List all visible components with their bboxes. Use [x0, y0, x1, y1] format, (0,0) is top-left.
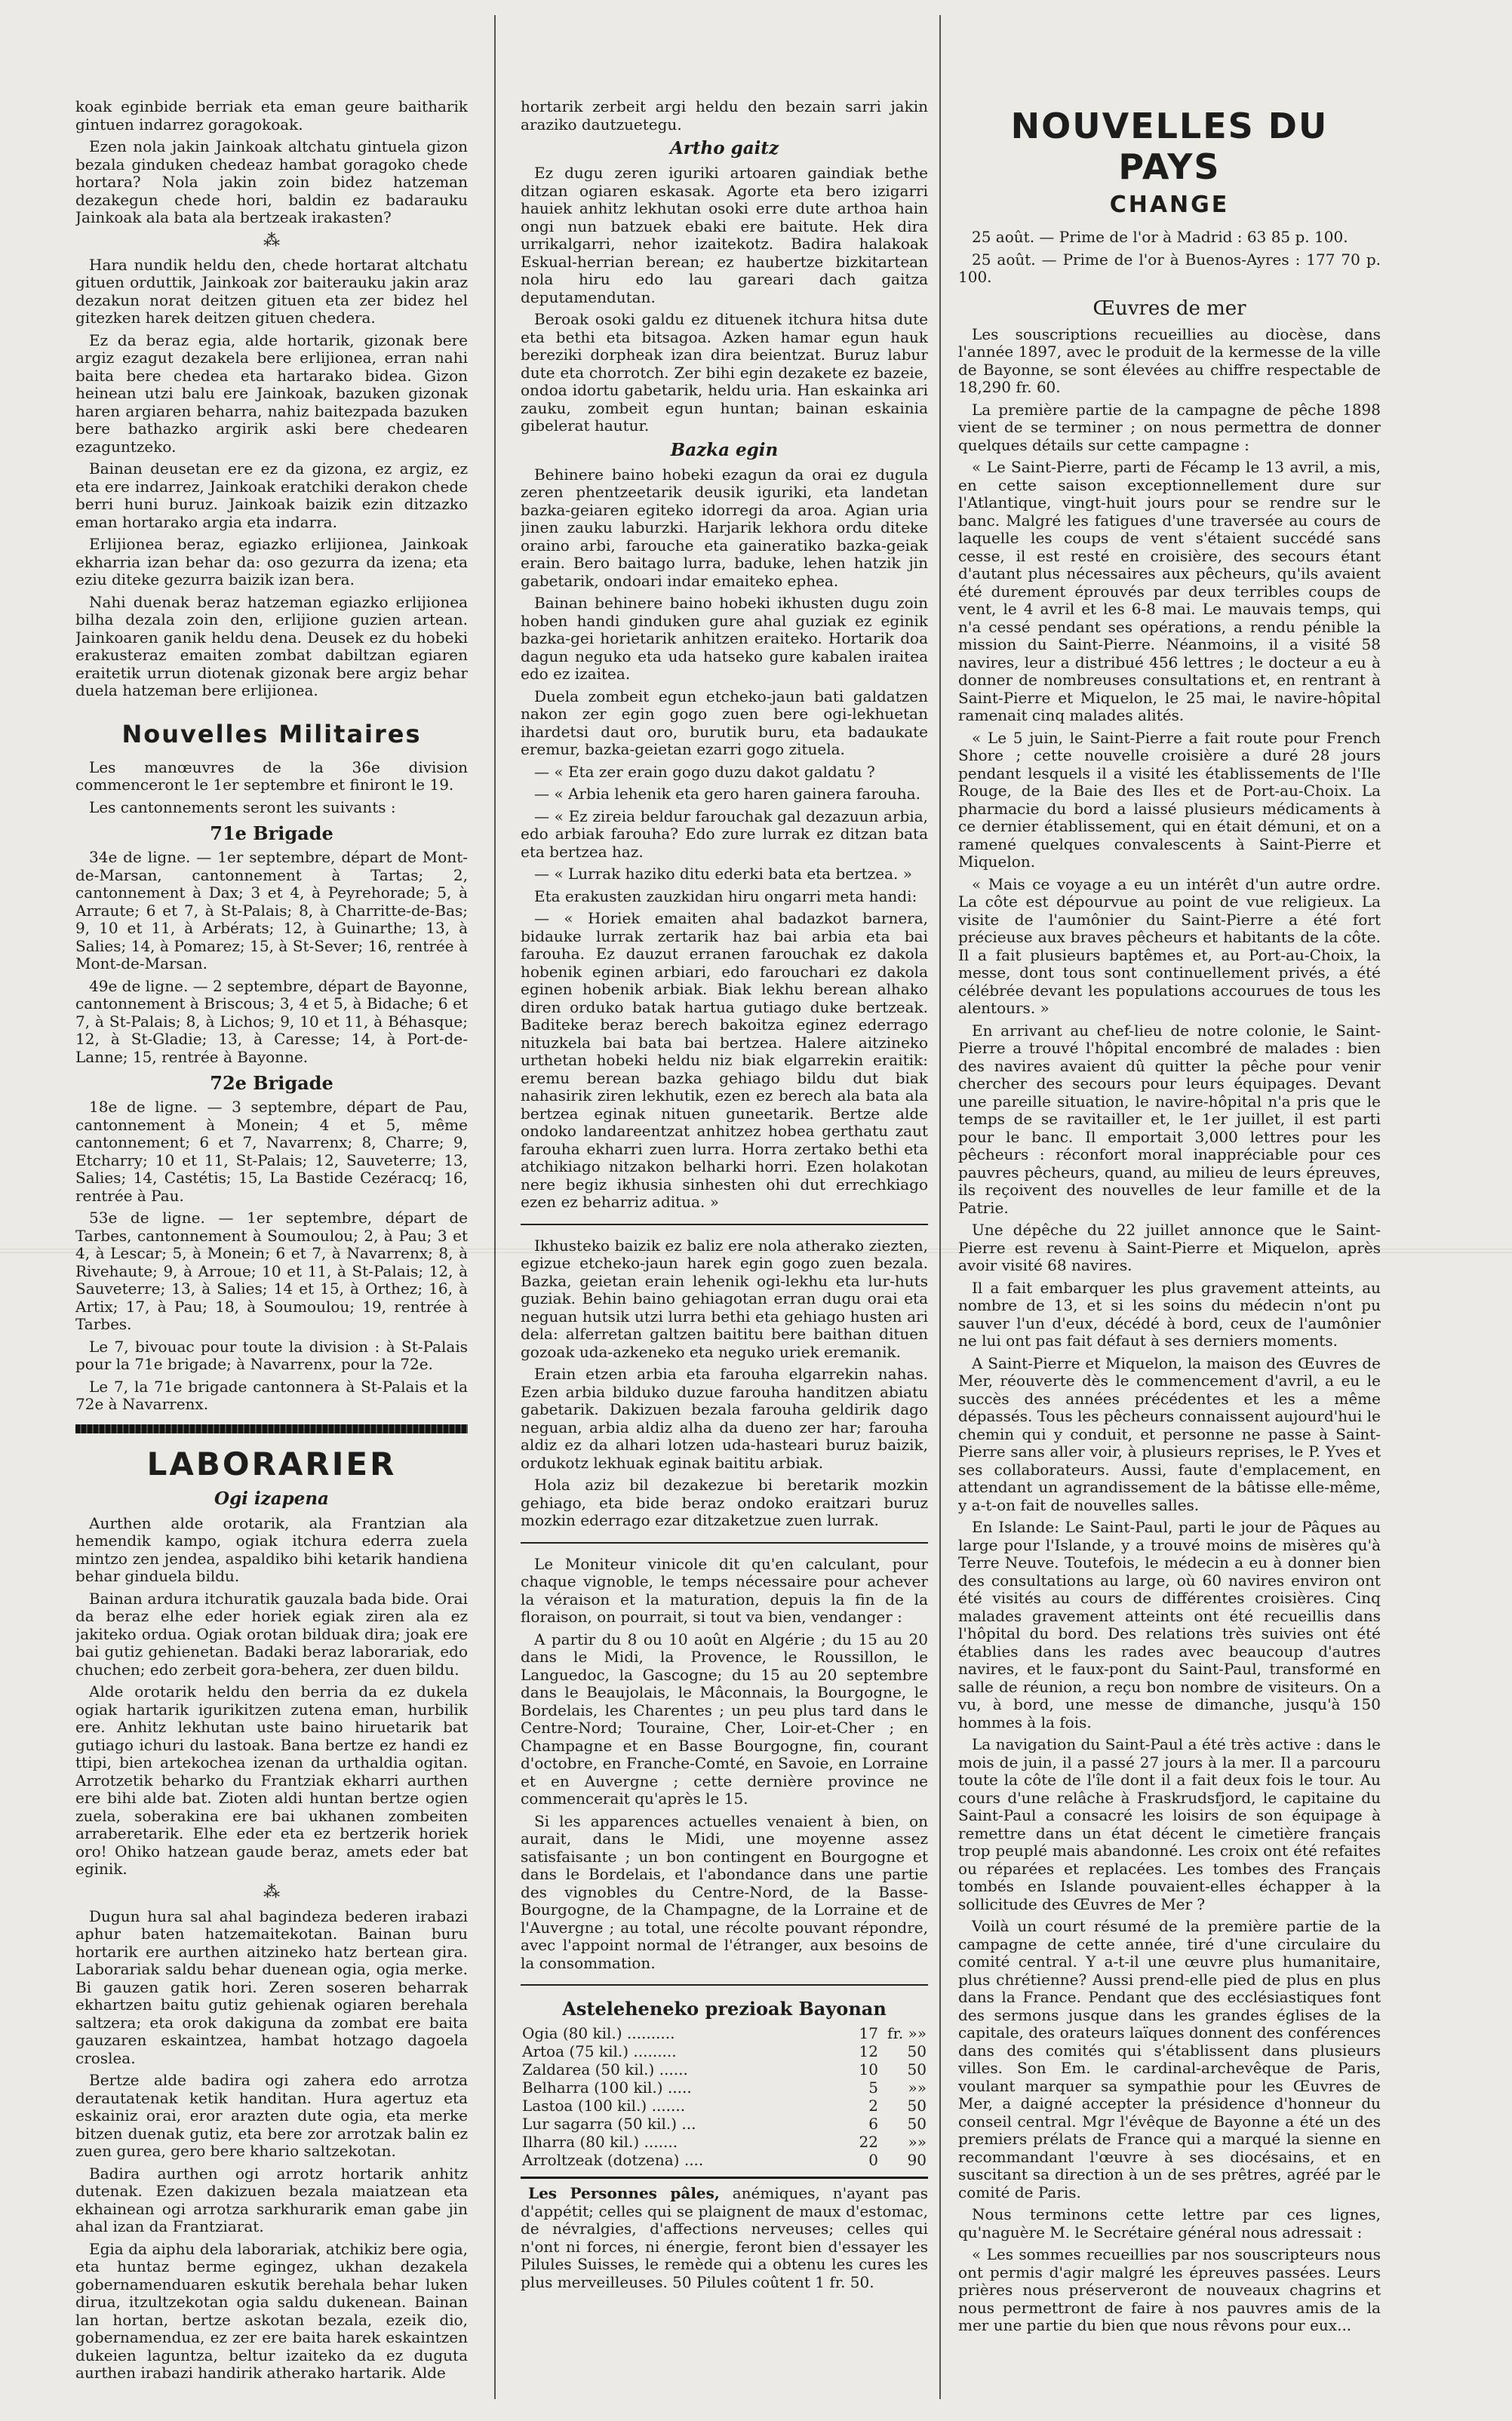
subheading-71-brigade: 71e Brigade	[210, 822, 333, 844]
price-value: 17	[859, 2024, 878, 2042]
table-row	[521, 2115, 928, 2133]
table-row	[521, 2042, 928, 2060]
section-title-military: Nouvelles Militaires	[121, 719, 422, 748]
article-paragraph: Une dépêche du 22 juillet annonce que le Saint-Pierre est revenu à Saint-Pierre et Miquelon, après avoir visité 68 navires.	[958, 1221, 1381, 1274]
article-paragraph: Si les apparences actuelles venaient à bien, on aurait, dans le Midi, une moyenne assez satisfaisante ; un bon contingent en Bourgogne et dans le Bordelais, et l'abondance dans une partie des vignobles du Centre-Nord, de la Basse-Bourgogne, de la Champagne, de la Lorraine et de l'Auvergne ; au total, une récolte pouvant répondre, avec l'appoint normal de l'étranger, aux besoins de la consommation.	[521, 1811, 928, 1972]
article-paragraph: Erain etzen arbia eta farouha elgarrekin nahas. Ezen arbia bilduko duzue farouha handitzen abiatu gabetarik. Dakizuen bezala farouha geldirik dago neguan, arbia aldiz alha da dueno zer har; farouha aldiz ez da alhari lotzen uda-hasteari buruz baizik, ordukotz lekhuak eginak baititu arbiak.	[521, 1365, 928, 1472]
article-paragraph: Duela zombeit egun etcheko-jaun bati galdatzen nakon zer egin gogo zuen bere ogi-lekhuetan ihardetsi daut oro, burutik buru, eta badaukate eremur, bazka-geietan ezarri gogo zituela.	[521, 687, 928, 758]
price-value: 10	[859, 2060, 878, 2078]
article-paragraph: Behinere baino hobeki ezagun da orai ez dugula zeren phentzeetarik deusik iguriki, eta landetan bazka-geiaren egiteko idorregi da aroa. Agian uria jinen zauku laburzki. Harjarik lekhora ordu diteke oraino arbi, farouche eta gaineratiko bazka-geiak erain. Bero baitago lurra, baduke, lehen hatzik jin gabetarik, ondoari indar emaiteko ephea.	[521, 465, 928, 590]
article-paragraph: Eta erakusten zauzkidan hiru ongarri meta handi:	[534, 886, 917, 905]
section-asterisks: ⁂	[263, 1882, 280, 1902]
article-paragraph: 49e de ligne. — 2 septembre, départ de Bayonne, cantonnement à Briscous; 3, 4 et 5, à Bidache; 6 et 7, à St-Palais; 8, à Lichos; 9, 10 et 11, à Béhasque; 12, à St-Gladie; 13, à Caresse; 14, à Port-de-Lanne; 15, rentrée à Bayonne.	[75, 976, 468, 1066]
article-paragraph: Les souscriptions recueillies au diocèse, dans l'année 1897, avec le produit de la kermesse de la ville de Bayonne, se sont élevées au chiffre respectable de 18,290 fr. 60.	[958, 324, 1381, 396]
prices-title: Asteleheneko prezioak Bayonan	[562, 1998, 887, 2020]
divider	[521, 1542, 928, 1544]
price-cents: »»	[908, 2133, 927, 2151]
article-paragraph: « Mais ce voyage a eu un intérêt d'un autre ordre. La côte est dépourvue au point de vue religieux. La visite de l'aumônier du Saint-Pierre a été fort précieuse aux braves pêcheurs et habitants de la côte. Il a fait plusieurs baptêmes et, au Port-au-Choix, la messe, dont tous sont continuellement privés, a été célébrée devant les populations accourues de tous les alentours. »	[958, 874, 1381, 1017]
article-paragraph: Les manœuvres de la 36e division commenceront le 1er septembre et finiront le 19.	[75, 757, 468, 794]
table-row	[521, 2024, 928, 2042]
column-rule	[494, 15, 496, 2399]
price-cents: »»	[908, 2078, 927, 2097]
article-paragraph: « Le 5 juin, le Saint-Pierre a fait route pour French Shore ; cette nouvelle croisière a duré 28 jours pendant lesquels il a visité les établissements de l'Ile Rouge, de la Baie des Iles et de Port-au-Choix. La pharmacie du bord a laissé plusieurs médicaments à ce dernier établissement, qui en était démuni, et on a ramené quelques convalescents à Saint-Pierre et Miquelon.	[958, 728, 1381, 871]
table-row	[521, 2060, 928, 2078]
price-cents: 50	[907, 2097, 927, 2115]
table-row	[521, 2097, 928, 2115]
price-item: Belharra (100 kil.) .....	[522, 2078, 692, 2097]
article-paragraph: « Le Saint-Pierre, parti de Fécamp le 13 avril, a mis, en cette saison exceptionnellement dure sur l'Atlantique, vingt-huit jours pour se rendre sur le banc. Malgré les fatigues d'une traversée au cours de laquelle les coups de vent s'étaient succédé sans cesse, il est resté en croisière, des secours étant d'autant plus nécessaires aux pêcheurs, qu'ils avaient été durement éprouvés par deux terribles coups de vent, le 4 avril et les 6-8 mai. Le mauvais temps, qui n'a cessé pendant ses opérations, a rendu pénible la mission du Saint-Pierre. Néanmoins, il a visité 58 navires, leur a distribué 456 lettres ; le docteur a eu à donner de nombreuses consultations et, en rentrant à Saint-Pierre et Miquelon, le 25 mai, le navire-hôpital ramenait cinq malades alités.	[958, 458, 1381, 724]
price-value: 2	[868, 2097, 878, 2115]
article-subtitle: Artho gaitz	[669, 138, 779, 158]
ad-lead: Les Personnes pâles,	[528, 2184, 720, 2202]
article-subtitle: Bazka egin	[670, 439, 779, 460]
column-rule	[939, 15, 941, 2399]
divider	[521, 1224, 928, 1225]
column-middle	[521, 98, 928, 2392]
article-paragraph: Le 7, la 71e brigade cantonnera à St-Palais et la 72e à Navarrenx.	[75, 1377, 468, 1413]
article-paragraph: koak eginbide berriak eta eman geure baitharik gintuen indarrez goragokoak.	[75, 98, 468, 134]
article-paragraph: — « Lurrak haziko ditu ederki bata eta bertzea. »	[534, 865, 912, 883]
price-item: Artoa (75 kil.) .........	[522, 2042, 677, 2060]
price-item: Lur sagarra (50 kil.) ...	[522, 2115, 696, 2133]
price-value: 22	[859, 2133, 878, 2151]
advertisement	[521, 2177, 928, 2291]
subheading-72-brigade: 72e Brigade	[210, 1072, 333, 1094]
price-item: Ogia (80 kil.) ..........	[522, 2024, 675, 2042]
article-paragraph: A partir du 8 ou 10 août en Algérie ; du 15 au 20 dans le Midi, la Provence, le Roussillon, le Languedoc, la Gascogne; du 15 au 20 septembre dans le Beaujolais, le Mâconnais, la Bourgogne, le Bordelais, les Charentes ; un peu plus tard dans le Centre-Nord; Touraine, Cher, Loir-et-Cher ; en Champagne et en Basse Bourgogne, fin, courant d'octobre, en Franche-Comté, en Savoie, en Lorraine et en Auvergne ; cette dernière province ne commencerait qu'après le 15.	[521, 1630, 928, 1808]
article-paragraph: Nous terminons cette lettre par ces lignes, qu'naguère M. le Secrétaire général nous adressait :	[958, 2205, 1381, 2241]
subheading-change: CHANGE	[1109, 192, 1230, 218]
price-value: 12	[859, 2042, 878, 2060]
article-paragraph: Dugun hura sal ahal bagindeza bederen irabazi aphur baten hatzemaitekotan. Bainan buru hortarik ere aurthen aitzineko hatz bertean gira. Laborariak saldu behar duenean ogia, ogia merke. Bi gauzen gatik hori. Zeren soseren beharrak ekhartzen baitu gutiz gehienak ogiaren berehala saltzera; eta orok dakiguna da zombat ere baita gauzaren eskaintzea, hambat hotzago dagoela croslea.	[75, 1906, 468, 2067]
article-paragraph: 18e de ligne. — 3 septembre, départ de Pau, cantonnement à Monein; 4 et 5, même cantonnement; 6 et 7, Navarrenx; 8, Charre; 9, Etcharry; 10 et 11, St-Palais; 12, Sauveterre; 13, Salies; 14, Castétis; 15, La Bastide Cezéracq; 16, rentrée à Pau.	[75, 1098, 468, 1205]
price-value: 5	[868, 2078, 878, 2097]
article-paragraph: Beroak osoki galdu ez dituenek itchura hitsa dute eta bethi eta bitsagoa. Azken hamar egun hauk bereziki dorpheak izan dira beientzat. Buruz labur dute eta chorrotch. Zer bihi egin dezakete ez bazeie, ondoa idortu gabetarik, heldu uria. Han eskainka ari zauku, zombeit egun huntan; bainan eskainia gibelerat hautur.	[521, 310, 928, 435]
article-paragraph: Bainan deusetan ere ez da gizona, ez argiz, ez eta ere indarrez, Jainkoak eratchiki derakon chede berri huni buruz. Jainkoak baizik ezin ditzazko eman hortarako argia eta indarra.	[75, 459, 468, 531]
article-paragraph: Badira aurthen ogi arrotz hortarik anhitz dutenak. Ezen dakizuen bezala maiatzean eta ekhainean ogi arrotza sarkhurarik eman gabe jin ahal izan da Frantziarat.	[75, 2164, 468, 2235]
price-cents: 90	[907, 2151, 927, 2169]
article-paragraph: 53e de ligne. — 1er septembre, départ de Tarbes, cantonnement à Soumoulou; 2, à Pau; 3 et 4, à Lescar; 5, à Monein; 6 et 7, à Navarrenx; 8, à Rivehaute; 9, à Arroue; 10 et 11, à St-Palais; 12, à Sauveterre; 13, à Salies; 14 et 15, à Orthez; 16, à Artix; 17, à Pau; 18, à Soumoulou; 19, rentrée à Tarbes.	[75, 1209, 468, 1333]
article-paragraph: Ez dugu zeren iguriki artoaren gaindiak bethe ditzan ogiaren eskasak. Agorte eta bero izigarri hauiek anhitz lekhutan osoki erre dute arthoa hain ongi nun batzuek ebaki ere baitute. Hek dira urrikalgarri, nehor izaitekotz. Badira halakoak Eskual-herrian berean; ez haubertze bizkitartean nola hiru edo lau gareari dach gaitza deputamendutan.	[521, 164, 928, 306]
article-paragraph: Erlijionea beraz, egiazko erlijionea, Jainkoak ekharria izan behar da: oso gezurra da izena; eta eziu diteke gezurra baizik izan bera.	[75, 535, 468, 588]
article-paragraph: — « Eta zer erain gogo duzu dakot galdatu ?	[534, 762, 875, 781]
article-paragraph: 34e de ligne. — 1er septembre, départ de Mont-de-Marsan, cantonnement à Tartas; 2, cantonnement à Dax; 3 et 4, à Peyrehorade; 5, à Arraute; 6 et 7, à St-Palais; 8, à Charritte-de-Bas; 9, 10 et 11, à Arbérats; 12, à Guinarthe; 13, à Salies; 14, à Pomarez; 15, à St-Sever; 16, rentrée à Mont-de-Marsan.	[75, 848, 468, 972]
article-paragraph: 25 août. — Prime de l'or à Madrid : 63 85 p. 100.	[972, 228, 1348, 246]
price-cents: 50	[907, 2060, 927, 2078]
article-paragraph: Voilà un court résumé de la première partie de la campagne de cette année, tiré d'une circulaire du comité central. Y a-t-il une œuvre plus humanitaire, plus chrétienne? Aussi prend-elle pied de plus en plus dans la France. Pendant que des ecclésiastiques font des sermons jusque dans les grandes églises de la capitale, des orateurs laïques donnent des conférences dans des comités qui s'établissent dans plusieurs villes. Son Em. le cardinal-archevêque de Paris, voulant marquer sa sympathie pour les Œuvres de Mer, a daigné accepter la présidence d'honneur du conseil central. Mgr l'évêque de Bayonne a été un des premiers prélats de France qui a marqué la sienne en recommandant l'œuvre à ses diocésains, et en suscitant sa direction à un de ses prêtres, agréé par le comité de Paris.	[958, 1917, 1381, 2201]
article-paragraph: Aurthen alde orotarik, ala Frantzian ala hemendik kampo, ogiak itchura ederra zuela mintzo zen jendea, aspaldiko bihi ketarik handiena behar ginduela bildu.	[75, 1513, 468, 1585]
table-row	[521, 2078, 928, 2097]
article-paragraph: Bainan behinere baino hobeki ikhusten dugu zoin hoben handi ginduken gure ahal guziak ez eginik bazka-gei horietarik anhitzen eraiteko. Hortarik doa dagun neguko eta uda hatseko gure kabalen iraitea edo ez izaitea.	[521, 594, 928, 683]
article-paragraph: La première partie de la campagne de pêche 1898 vient de se terminer ; on nous permettra de donner quelques détails sur cette campagne :	[958, 400, 1381, 454]
article-paragraph: Alde orotarik heldu den berria da ez dukela ogiak hartarik igurikitzen zutena eman, hurbilik ere. Anhitz lekhutan uste baino hiruetarik bat gutiago ichuri du lastoak. Bana bertze ez handi ez ttipi, bien artekochea izenan da urthaldia ogitan. Arrotzetik beharko du Frantziak ekharri aurthen ere bihi alde bat. Zioten aldi huntan bertze ogien zuela, soberakina ere bai ukhanen zombeiten arraberetarik. Elhe eder eta ez bertzerik horiek oro! Ohiko hatzean gaude beraz, amets eder bat eginik.	[75, 1682, 468, 1878]
heavy-divider	[75, 1424, 468, 1433]
article-paragraph: — « Horiek emaiten ahal badazkot barnera, bidauke lurrak zertarik haz bai arbia eta bai farouha. Ez dauzut erranen farouchak ez dakola hobenik eginen arbiari, edo farouchari ez dakola eginen hobenik arbiak. Biak lekhu berean alhako diren orduko batak hartua gutiago duke bertzeak. Baditeke beraz berech bakoitza eginez ederrago nituzkela bai bata bai bertzea. Halere aitzineko urthetan hobeki heldu niz biak elgarrekin eraitik: eremu berean bazka gehiago bildu dut biak nahasirik ziren lekhutik, ezen ez berech ala bata ala bertzea eginak nituen guneetarik. Bertze alde ondoko landareentzat anhitzez hobea gerthatu zaut farouha ekharri zuen lurra. Horra zertako bethi eta atchikiago nitzakon belharki horri. Ezen holakotan nere begiz ikhusia sinhesten ohi dut errechkiago ezen ez beharriz aditua. »	[521, 909, 928, 1211]
table-row	[521, 2133, 928, 2151]
price-value: 6	[868, 2115, 878, 2133]
column-right	[958, 106, 1381, 2399]
price-table	[521, 2024, 928, 2169]
article-paragraph: Ez da beraz egia, alde hortarik, gizonak bere argiz ezagut dezakela bere erlijionea, erran nahi baita bere chedea eta hartarako bidea. Gizon heinean utzi balu ere Jainkoak, bazuken gizonak haren argiaren beharra, nahiz baitezpada bazuken bere bathazko argirik aski bere chedearen ezaguntzeko.	[75, 330, 468, 456]
article-paragraph: En arrivant au chef-lieu de notre colonie, le Saint-Pierre a trouvé l'hôpital encombré de malades : bien des navires avaient dû quitter la pêche pour venir chercher des secours pour leurs équipages. Devant une pareille situation, le navire-hôpital n'a pris que le temps de se ravitailler et, le 1er juillet, il est parti pour le banc. Il emportait 3,000 lettres pour les pêcheurs : réconfort moral inappréciable pour ces pauvres pêcheurs, quand, au milieu de leurs épreuves, ils reçoivent des nouvelles de leur famille et de la Patrie.	[958, 1021, 1381, 1217]
price-item: Arroltzeak (dotzena) ....	[522, 2151, 704, 2169]
section-title-laborarier: LABORARIER	[146, 1445, 397, 1482]
article-paragraph: Les cantonnements seront les suivants :	[89, 797, 396, 816]
article-paragraph: En Islande: Le Saint-Paul, parti le jour de Pâques au large pour l'Islande, y a trouvé moins de misères qu'à Terre Neuve. Toutefois, le médecin a eu à donner bien des consultations au large, où 60 navires environ ont été visités au cours de différentes croisières. Cinq malades gravement atteints ont été recueillis dans l'hôpital du bord. Des relations très suivies ont été établies dans les rades avec beaucoup d'autres navires, et le faux-pont du Saint-Paul, transformé en salle de réunion, a reçu bon nombre de visiteurs. On a vu, à bord, une messe de dimanche, jusqu'à 150 hommes à la fois.	[958, 1518, 1381, 1731]
price-cents: 50	[907, 2115, 927, 2133]
article-paragraph: hortarik zerbeit argi heldu den bezain sarri jakin araziko dautzuetegu.	[521, 98, 928, 134]
article-paragraph: A Saint-Pierre et Miquelon, la maison des Œuvres de Mer, réouverte dès le commencement d'avril, a eu le succès des années précédentes et les a même dépassés. Tous les pêcheurs connaissent aujourd'hui le chemin qui y conduit, et personne ne passe à Saint-Pierre sans aller voir, à plusieurs reprises, le P. Yves et ses collaborateurs. Aussi, faute d'emplacement, en attendant un agrandissement de la bâtisse elle-même, y a-t-on fait de nouvelles salles.	[958, 1353, 1381, 1514]
subheading-oeuvres-de-mer: Œuvres de mer	[1093, 296, 1246, 320]
article-paragraph: — « Ez zireia beldur farouchak gal dezazuun arbia, edo arbiak farouha? Edo zure lurrak ez ditzan bata eta bertzea haz.	[521, 806, 928, 861]
table-row	[521, 2151, 928, 2169]
article-paragraph: Ezen nola jakin Jainkoak altchatu gintuela gizon bezala ginduken chedeaz hambat goragoko chede hortara? Nola jakin zoin bidez hatzeman dezakegun chede hori, baldin ez badarauku Jainkoak ala bata ala bertzeak irakasten?	[75, 137, 468, 226]
article-paragraph: Bertze alde badira ogi zahera edo arrotza derautatenak ketik handitan. Hura agertuz eta eskainiz orai, eror arazten dute ogia, eta merke bitzen duenak gutiz, eta bere zor arrotzak balin ez zuen gurea, gero bere khario saltzekotan.	[75, 2071, 468, 2160]
article-paragraph: Il a fait embarquer les plus gravement atteints, au nombre de 13, et si les soins du médecin n'ont pu sauver l'un d'eux, décédé à bord, ceux de l'aumônier ne lui ont pas fait défaut à ses derniers moments.	[958, 1278, 1381, 1350]
article-paragraph: « Les sommes recueillies par nos souscripteurs nous ont permis d'agir malgré les épreuves passées. Leurs prières nous préserveront de nouveaux chagrins et nous permettront de faire à nos pauvres amis de la mer une partie du bien que nous rêvons pour eux...	[958, 2245, 1381, 2334]
article-paragraph: Ikhusteko baizik ez baliz ere nola atherako ziezten, egizue etcheko-jaun harek egin gogo zuen bezala. Bazka, geietan erain lehenik ogi-lekhu eta lur-huts guziak. Behin baino gehiagotan erran dugu orai eta neguan hutsik utzi lurra bethi eta gehiago husten ari dela: alferretan galtzen baititu bere baithan dituen gozoak uda-azkeneko eta neguko uriek eremanik.	[521, 1236, 928, 1361]
ad-body: anémiques, n'ayant pas d'appétit; celles qui se plaignent de maux d'estomac, de névralgies, d'affections nerveuses; celles qui n'ont ni forces, ni énergie, feront bien d'essayer les Pilules Suisses, le remède qui a obtenu les cures les plus merveilleuses. 50 Pilules coûtent 1 fr. 50.	[521, 2184, 928, 2291]
article-subtitle: Ogi izapena	[214, 1488, 329, 1509]
price-item: Lastoa (100 kil.) .......	[522, 2097, 686, 2115]
price-item: Zaldarea (50 kil.) ......	[522, 2060, 688, 2078]
price-value: 0	[868, 2151, 878, 2169]
article-paragraph: Hola aziz bil dezakezue bi beretarik mozkin gehiago, eta bide beraz ondoko eraitzari buruz mozkin ederrago ezar ditzaketzue zuen lurrak.	[521, 1476, 928, 1529]
article-paragraph: Hara nundik heldu den, chede hortarat altchatu gituen orduttik, Jainkoak zor baiterauku jakin araz dezakun norat deitzen gituen eta zer bidez hel gitezken harek deitzen gituen chedera.	[75, 255, 468, 327]
price-item: Ilharra (80 kil.) .......	[522, 2133, 678, 2151]
article-paragraph: Bainan ardura itchuratik gauzala bada bide. Orai da beraz elhe eder horiek egiak ziren ala ez jakiteko ordua. Ogiak orotan bilduak dira; joak ere bai gutiz gehienetan. Badaki beraz laborariak, edo chuchen; edo zerbeit gora-behera, zer duen bildu.	[75, 1589, 468, 1679]
article-paragraph: — « Arbia lehenik eta gero haren gainera farouha.	[534, 785, 920, 803]
article-paragraph: 25 août. — Prime de l'or à Buenos-Ayres : 177 70 p. 100.	[958, 250, 1381, 286]
article-paragraph: Egia da aiphu dela laborariak, atchikiz bere ogia, eta huntaz berme egingez, ukhan dezakela gobernamenduaren eskutik berehala behar luken dirua, itzultzekotan ogia saldu dukenean. Bainan lan hortan, bertze askotan bezala, ezeik dio, gobernamendua, ez zer ere baita harek eskaintzen dukeien laguntza, beltur izaiteko da ez duguta aurthen irabazi handirik atherako hartarik. Alde	[75, 2239, 468, 2382]
section-asterisks: ⁂	[263, 231, 280, 250]
column-left	[75, 98, 468, 2392]
article-paragraph: La navigation du Saint-Paul a été très active : dans le mois de juin, il a passé 27 jours à la mer. Il a parcouru toute la côte de l'île dont il a fait deux fois le tour. Au cours d'une relâche à Fraskrudsfjord, le capitaine du Saint-Paul a consacré les loisirs de son équipage à remettre dans un état décent le cimetière français trop peuplé mais abandonné. Les croix ont été refaites ou réparées et replacées. Les tombes des Français tombés en Islande pouvaient-elles échapper à la sollicitude des Œuvres de Mer ?	[958, 1735, 1381, 1913]
article-paragraph: Nahi duenak beraz hatzeman egiazko erlijionea bilha dezala zoin den, erlijione guzien artean. Jainkoaren ganik heldu dena. Deusek ez du hobeki erakusteraz emaiten zombat dabiltzan egiaren eraitetik urrun diotenak gizonak bere argiz behar duela hatzeman bere erlijionea.	[75, 592, 468, 699]
divider	[521, 1984, 928, 1986]
article-paragraph: Le Moniteur vinicole dit qu'en calculant, pour chaque vignoble, le temps nécessaire pour achever la véraison et la maturation, depuis la fin de la floraison, on pourrait, si tout va bien, vendanger :	[521, 1554, 928, 1626]
price-cents: fr. »»	[887, 2024, 927, 2042]
section-title-nouvelles-du-pays: NOUVELLES DU PAYS	[1010, 106, 1329, 187]
price-cents: 50	[907, 2042, 927, 2060]
ad-text	[521, 2185, 928, 2291]
article-paragraph: Le 7, bivouac pour toute la division : à St-Palais pour la 71e brigade; à Navarrenx, pour la 72e.	[75, 1337, 468, 1373]
